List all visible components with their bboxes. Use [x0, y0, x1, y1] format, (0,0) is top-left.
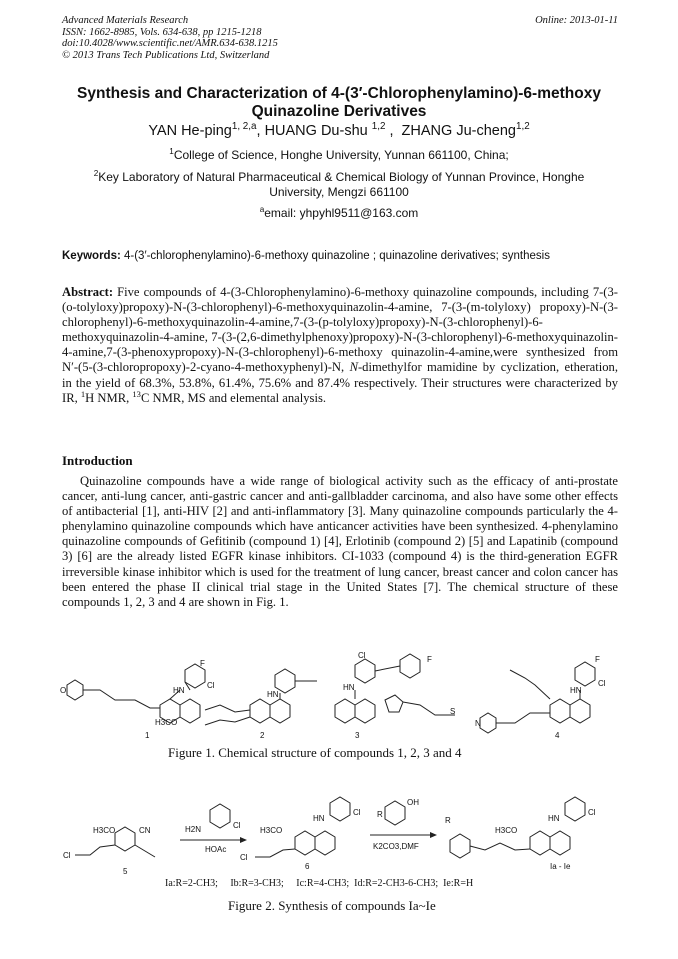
c3-hn: HN — [343, 683, 355, 692]
abstract-sup-1: 1 — [80, 388, 86, 399]
c1-hn: HN — [173, 686, 185, 695]
abstract-text-1: Five compounds of 4-(3-Chlorophenylamino)-6-methoxy quinazoline compounds, including 7-(3-(o-tolyloxy)propoxy)-N-(3-chlorophenyl)-6-methoxyquinazolin-4-amine, 7-(3-(m-tolyloxy) propoxy)-N-(3-chlorophenyl)-6-methoxyquinazolin-4-amine,7-(3-(p-tolyloxy)propoxy)-N-(3-chlorophenyl)-6-methoxyquinazolin-4-amine, 7-(3-(2,6-dimethylphenoxy)propoxy)-N-(3-chlorophenyl)-6-methoxyquinazolin-4-amine,7-(3-phenoxypropoxy)-N-(3-chlorophenyl)-6-methoxy quinazolin-4-amine,were synthesized from N′-(5-(3-chloropropoxy)-2-cyano-4-methoxyphenyl)-N, — [62, 285, 618, 375]
abstract-text-4: C NMR, MS and elemental analysis. — [140, 390, 326, 405]
compound-3-structure — [335, 651, 455, 740]
compound-6-number: 6 — [305, 862, 310, 871]
c1-cl: Cl — [207, 681, 215, 690]
abstract-italic: N — [349, 360, 358, 375]
product-label: Ia - Ie — [550, 862, 571, 871]
compound-1-structure — [60, 659, 215, 740]
copyright: © 2013 Trans Tech Publications Ltd, Switzerland — [62, 49, 270, 61]
figure-2-caption: Figure 2. Synthesis of compounds Ia~Ie — [228, 898, 436, 913]
issn: ISSN: 1662-8985, Vols. 634-638, pp 1215-1218 — [62, 26, 262, 38]
affiliation-2-sup: 2 — [93, 169, 99, 178]
c5-cn: CN — [139, 826, 151, 835]
compound-4-structure — [475, 655, 606, 740]
reagent-2 — [370, 798, 437, 851]
compound-5-number: 5 — [123, 867, 128, 876]
morpholine-o: O — [60, 686, 67, 695]
c6-cl2: Cl — [240, 853, 248, 862]
journal-name: Advanced Materials Research — [62, 15, 189, 26]
c1-f: F — [200, 659, 205, 668]
figure-1-structures — [55, 650, 625, 740]
reagent-h2n: H2N — [185, 825, 202, 834]
author-2: HUANG Du-shu — [264, 123, 368, 139]
author-2-sup: 1,2 — [371, 121, 386, 133]
paper-title: Synthesis and Characterization of 4-(3′-Chlorophenylamino)-6-methoxy Quinazoline Derivatives — [77, 85, 601, 120]
c4-cl: Cl — [598, 679, 606, 688]
compound-1-number: 1 — [145, 731, 150, 740]
abstract-text-2: -dimethylfor mamidine by cyclization, etheration, in the yield of 68.3%, 53.8%, 61.4%, 75.6% and 87.4% respectively. Their structures were characterized by IR, — [62, 360, 618, 405]
email-sup: a — [259, 205, 265, 214]
author-3-sup: 1,2 — [515, 121, 530, 133]
affiliation-1-sup: 1 — [169, 147, 174, 156]
c3-f: F — [427, 655, 432, 664]
substituent-list: Ia:R=2-CH3; Ib:R=3-CH3; Ic:R=4-CH3; Id:R=2-CH3-6-CH3; Ie:R=H — [165, 878, 474, 889]
affiliation-2-text: Key Laboratory of Natural Pharmaceutical & Chemical Biology of Yunnan Province, Honghe University, Mengzi 661100 — [98, 170, 585, 199]
c6-hn: HN — [313, 814, 325, 823]
email-text: email: yhpyhl9511@163.com — [264, 206, 419, 220]
c5-cl: Cl — [63, 851, 71, 860]
c1-h3co: H3CO — [155, 718, 178, 727]
author-list: YAN He-ping$^{1, 2,a}$, HUANG Du-shu $^{1,2}$ , ZHANG Ju-cheng$^{1,2}$ — [148, 121, 530, 139]
c6-h3co: H3CO — [260, 826, 283, 835]
author-1-sup: 1, 2,a — [231, 121, 257, 133]
compound-2-structure — [205, 669, 317, 740]
c4-hn: HN — [570, 686, 582, 695]
compound-3-number: 3 — [355, 731, 360, 740]
author-3: ZHANG Ju-cheng — [401, 123, 516, 139]
introduction-heading: Introduction — [62, 453, 133, 468]
product-cl: Cl — [588, 808, 596, 817]
doi: doi:10.4028/www.scientific.net/AMR.634-638.1215 — [62, 38, 278, 49]
compound-2-number: 2 — [260, 731, 265, 740]
figure-2-scheme — [55, 795, 625, 880]
affiliation-1 — [70, 148, 608, 163]
compound-4-number: 4 — [555, 731, 560, 740]
product-r: R — [445, 816, 451, 825]
c3-cl: Cl — [358, 651, 366, 660]
c6-cl: Cl — [353, 808, 361, 817]
affiliation-1-text: College of Science, Honghe University, Yunnan 661100, China; — [173, 148, 509, 162]
c2-hn: HN — [267, 690, 279, 699]
hoac-label: HOAc — [205, 845, 227, 854]
author-1: YAN He-ping — [148, 123, 232, 139]
keywords-label: Keywords: — [62, 250, 121, 262]
reagent-r: R — [377, 810, 383, 819]
email — [70, 206, 608, 221]
abstract — [62, 285, 618, 406]
c4-n: N — [475, 719, 481, 728]
reagent-1 — [180, 804, 247, 854]
k2co3-label: K2CO3,DMF — [373, 842, 419, 851]
compound-5-structure — [63, 826, 155, 876]
compound-6-structure — [240, 797, 361, 871]
journal-header — [62, 15, 618, 61]
introduction-text: Quinazoline compounds have a wide range of biological activity such as the efficacy of anti-prostate cancer, anti-lung cancer, anti-gastric cancer and anti-gallbladder carcinoma, and also have some other effects of antibacterial [1], anti-HIV [2] and anti-inflammatory [3]. Many quinazoline compounds particularly the 4-phenylamino quinazoline compounds which have anticancer activities have been synthesized. 4-phenylamino quinazoline compounds of Gefitinib (compound 1) [4], Erlotinib (compound 2) [5] and Lapatinib (compound 3) [6] are the already listed EGFR kinase inhibitors. CI-1033 (compound 4) is the third-generation EGFR irreversible kinase inhibitor which is used for the treatment of lung cancer, breast cancer and colon cancer has been entered the phase II clinical trial stage in the United States [7]. The chemical structure of these compounds 1, 2, 3 and 4 are shown in Fig. 1. — [62, 474, 618, 609]
product-h3co: H3CO — [495, 826, 518, 835]
c3-s: S — [450, 707, 456, 716]
c4-f: F — [595, 655, 600, 664]
keywords-text: 4-(3′-chlorophenylamino)-6-methoxy quinazoline ; quinazoline derivatives; synthesis — [124, 250, 550, 262]
c5-h3co: H3CO — [93, 826, 116, 835]
reagent-oh: OH — [407, 798, 419, 807]
abstract-label: Abstract: — [62, 285, 114, 299]
product-hn: HN — [548, 814, 560, 823]
online-date: Online: 2013-01-11 — [535, 15, 618, 26]
product-structure — [445, 797, 596, 871]
affiliation-2 — [70, 170, 608, 199]
figure-1-caption: Figure 1. Chemical structure of compounds 1, 2, 3 and 4 — [168, 745, 462, 760]
abstract-sup-2: 13 — [132, 388, 141, 399]
abstract-text-3: H NMR, — [85, 390, 133, 405]
keywords — [62, 250, 622, 262]
reagent-cl: Cl — [233, 821, 241, 830]
